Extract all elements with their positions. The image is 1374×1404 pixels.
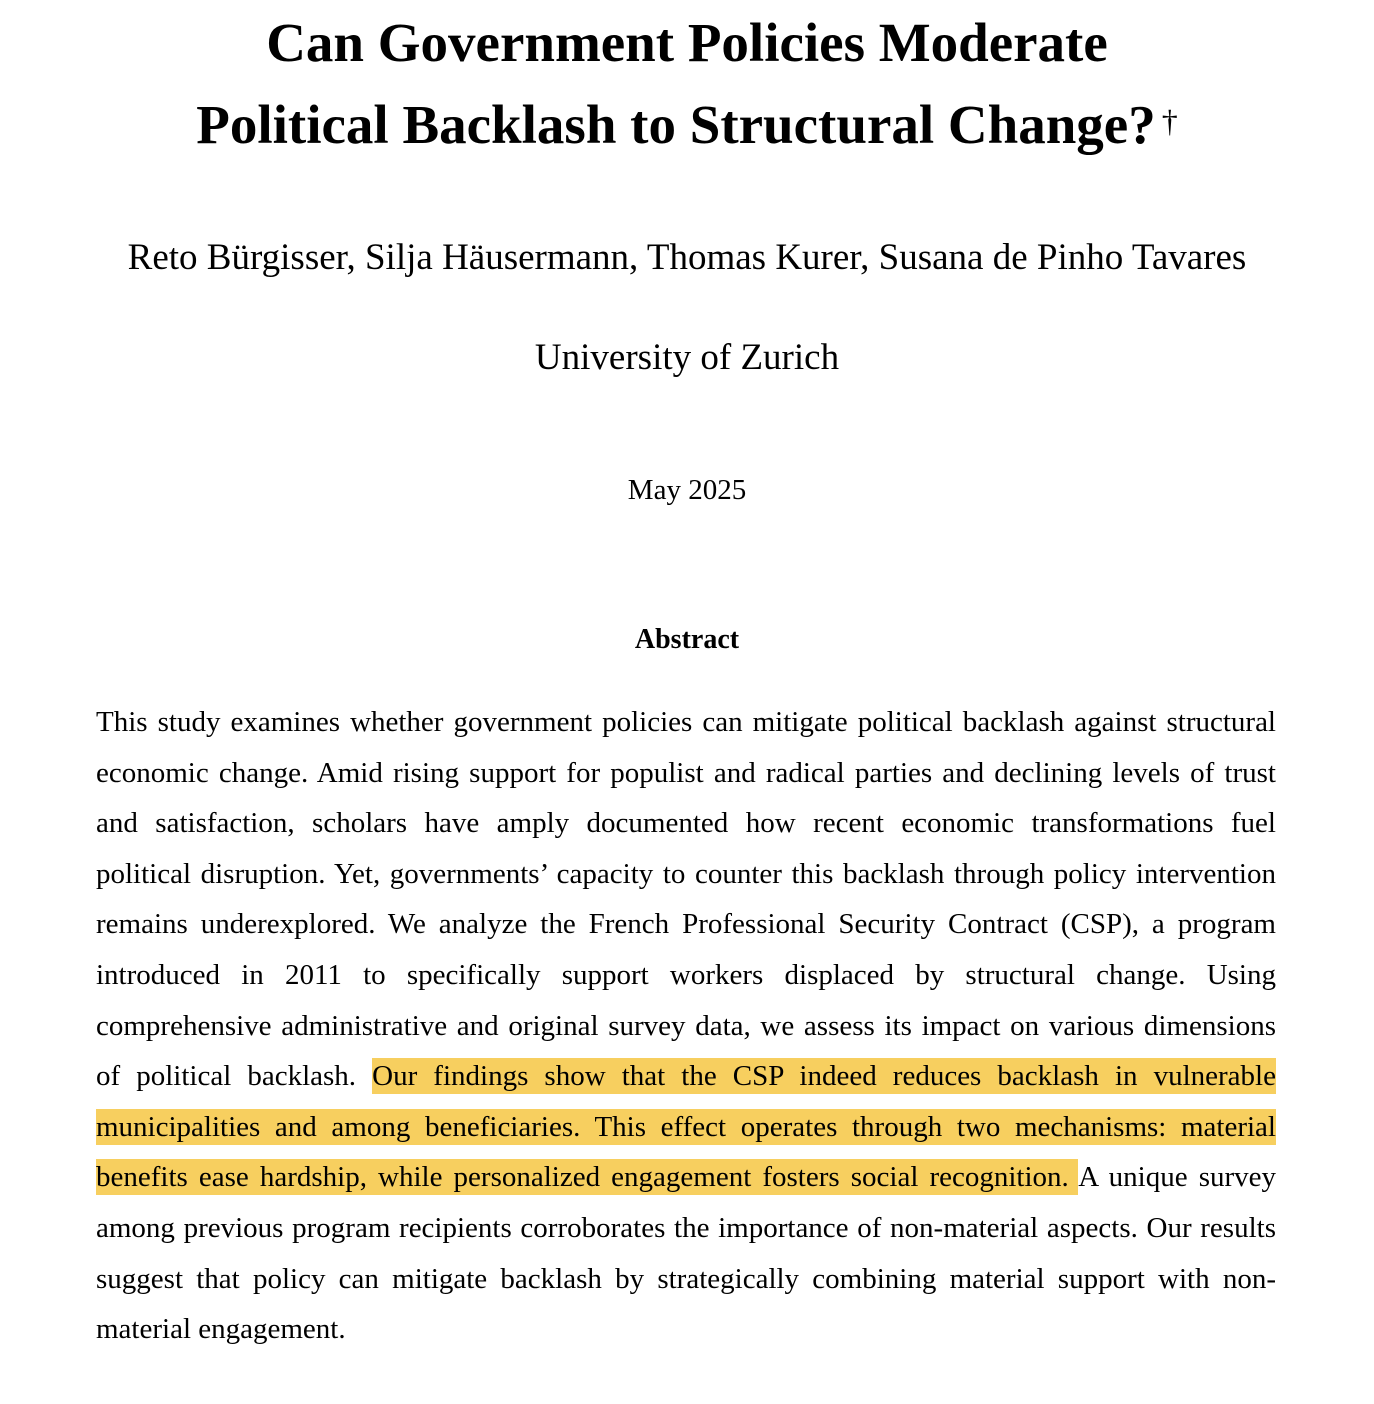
abstract-text-start: This study examines whether government policies can mitigate political backlash against structural economic change. Amid rising support for populist and radical parties and declining levels of trust and satisfaction, scholars have amply documented how recent economic transformations fuel political disruption. Yet, governments’ capacity to counter this backlash through policy intervention remains underexplored. We analyze the French Professional Security Contract (CSP), a program introduced in 2011 to specifically support workers displaced by structural change. Using comprehensive administrative and original survey data, we assess its impact on various dimensions of political backlash. [96,706,1276,1093]
affiliation: University of Zurich [534,337,840,378]
title-footnote-mark: † [1161,103,1178,139]
title-line-1: Can Government Policies Moderate [266,12,1108,73]
title-line-2: Political Backlash to Structural Change? [196,94,1156,155]
abstract-heading: Abstract [634,624,740,655]
author-list: Reto Bürgisser, Silja Häusermann, Thomas Kurer, Susana de Pinho Tavares [127,237,1247,278]
publication-date: May 2025 [627,474,747,506]
abstract-highlighted-text[interactable]: Our findings show that the CSP indeed reduces backlash in vulnerable municipalities and among beneficiaries. This effect operates through two mechanisms: material benefits ease hardship, while personalized engagement fosters social recognition. [96,1060,1276,1194]
abstract-text-end: A unique survey among previous program recipients corroborates the importance of non-material aspects. Our results suggest that policy can mitigate backlash by strategically combining material support with non-material engagement. [96,1161,1277,1346]
paper-title [0,2,1374,166]
abstract-body [96,697,1276,1355]
